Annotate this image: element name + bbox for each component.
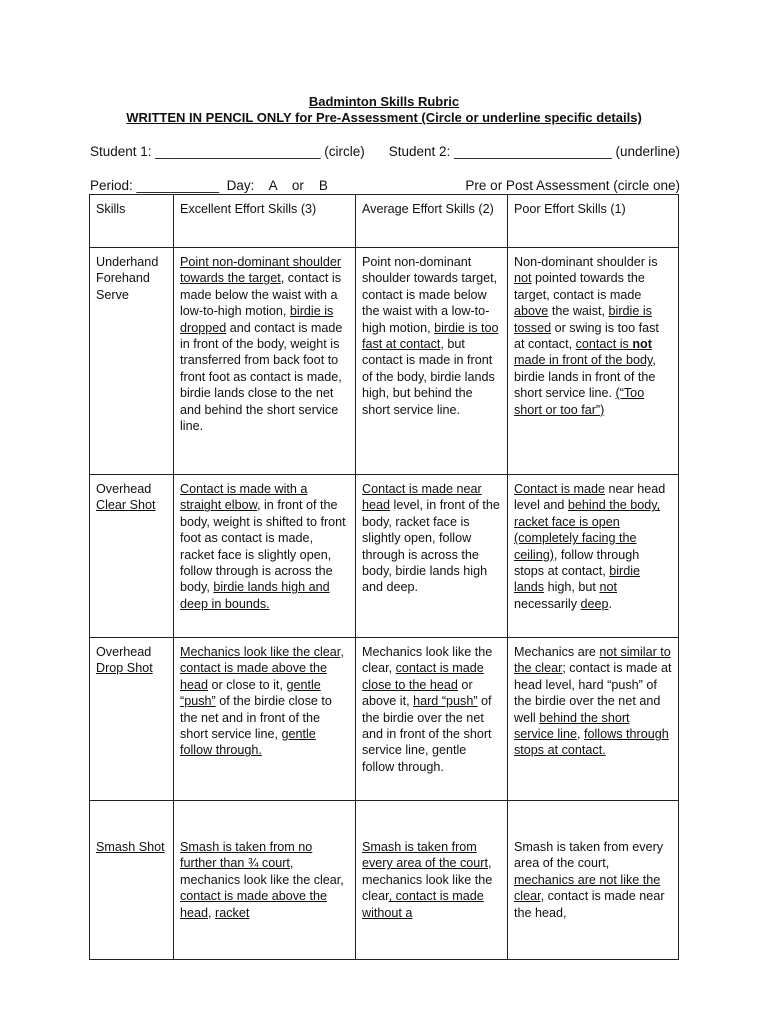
text-run: , [208, 905, 216, 920]
period-line [90, 178, 680, 193]
text-run: the waist, [548, 304, 609, 319]
text-run: or above it, [362, 677, 473, 709]
text-run: or swing is too fast at contact, [514, 320, 659, 352]
text-run: necessarily [514, 596, 581, 611]
excellent-cell [174, 475, 356, 638]
text-run: not similar to the clear [514, 645, 671, 676]
text-run: or close to it, [208, 677, 287, 692]
text-run: , [340, 645, 344, 659]
table-header-row [90, 195, 679, 248]
assessment-field: Pre or Post Assessment (circle one) [465, 178, 680, 193]
text-run: contact is made above the head [180, 661, 328, 692]
average-cell [356, 248, 508, 475]
text-run: mechanics are not like the clear [514, 872, 661, 904]
text-run: not [632, 337, 652, 352]
skill-cell [90, 248, 174, 475]
header-poor: Poor Effort Skills (1) [508, 195, 679, 248]
text-run: level, in front of the body, racket face is slightly open, follow through is across the body, birdie lands high and deep. [362, 498, 500, 595]
header-skills: Skills [90, 195, 174, 248]
poor-cell [508, 248, 679, 475]
average-cell [356, 801, 508, 960]
text-run: not [599, 580, 617, 595]
text-run: birdie lands high and deep in bounds. [180, 580, 330, 611]
text-run: Contact is made near head [362, 482, 482, 513]
table-row-drop-shot [90, 638, 679, 801]
text-run: behind the short service line [514, 710, 630, 742]
text-run: Mechanics look like the clear, [362, 645, 493, 676]
text-run: contact is made above the head [180, 889, 328, 920]
text-run: Overhead [96, 645, 152, 659]
skill-cell [90, 475, 174, 638]
text-run: Clear Shot [96, 498, 156, 513]
text-run: near head level and [514, 482, 666, 513]
text-run: , in front of the body, weight is shifted to front foot as contact is made, racket face is slightly open, follow through is across the body, [180, 498, 346, 595]
text-run: Contact is made with a straight elbow [180, 482, 308, 513]
text-run: , contact is made without a [362, 889, 484, 920]
poor-cell [508, 801, 679, 960]
table-row-smash-shot [90, 801, 679, 960]
text-run: , birdie lands in front of the short service line. [514, 353, 656, 401]
header-average: Average Effort Skills (2) [356, 195, 508, 248]
text-run: made in front of the body [514, 353, 653, 368]
text-run: birdie is too fast at contact [362, 320, 499, 352]
text-run: gentle “push” [180, 677, 321, 709]
rubric-table [89, 194, 679, 960]
text-run: birdie lands [514, 564, 641, 595]
text-run: hard “push” [413, 694, 478, 709]
text-run: Mechanics are [514, 645, 600, 659]
text-run: , contact is made below the waist with a low-to-high motion, [180, 271, 342, 319]
rubric-title: Badminton Skills Rubric [308, 94, 460, 109]
average-cell [356, 475, 508, 638]
text-run: , contact is made near the head, [514, 889, 665, 920]
text-run: birdie is dropped [180, 304, 334, 335]
student-line [90, 144, 680, 159]
text-run: , mechanics look like the clear [362, 856, 493, 904]
text-run: Overhead [96, 482, 152, 496]
skill-cell [90, 638, 174, 801]
text-run: racket [215, 905, 250, 920]
text-run: behind the body, racket face is open (completely facing the ceiling) [514, 498, 661, 562]
text-run: and contact is made in front of the body, weight is transferred from back foot to front foot as contact is made, birdie lands close to the net and behind the short service line. [180, 320, 343, 434]
text-run: Smash is taken from every area of the court, [514, 840, 664, 871]
excellent-cell [174, 801, 356, 960]
text-run: follows through stops at contact. [514, 727, 669, 758]
text-run: Smash is taken from every area of the court [362, 840, 489, 871]
text-run: Drop Shot [96, 661, 153, 676]
text-run: above [514, 304, 549, 319]
text-run: gentle follow through. [180, 727, 316, 758]
text-run: . [608, 596, 613, 611]
header-excellent: Excellent Effort Skills (3) [174, 195, 356, 248]
poor-cell [508, 638, 679, 801]
text-run: Point non-dominant shoulder towards target, contact is made below the waist with a low-to-high motion, [362, 255, 498, 335]
text-run: , mechanics look like the clear, [180, 856, 344, 887]
text-run: deep [580, 596, 609, 611]
text-run: not [514, 271, 532, 286]
text-run: contact is made close to the head [362, 661, 484, 692]
text-run: of the birdie over the net and in front of the short service line, gentle follow through. [362, 694, 492, 774]
text-run: ; contact is made at head level, hard “push” of the birdie over the net and well [514, 661, 672, 725]
student1-field: Student 1: ______________________ (circle) [90, 144, 365, 159]
period-day-field: Period: ___________ Day: A or B [90, 178, 328, 193]
text-run: (“Too short or too far”) [514, 386, 645, 417]
text-run: Point non-dominant shoulder towards the target [180, 255, 342, 286]
skill-cell [90, 801, 174, 960]
text-run: pointed towards the target, contact is made [514, 271, 645, 302]
excellent-cell [174, 248, 356, 475]
text-run: Underhand Forehand Serve [96, 255, 159, 302]
text-run: of the birdie close to the net and in front of the short service line, [180, 694, 332, 742]
poor-cell [508, 475, 679, 638]
average-cell [356, 638, 508, 801]
text-run: birdie is tossed [514, 304, 652, 335]
text-run: Contact is made [514, 482, 605, 496]
text-run: Smash is taken from no further than ¾ court [180, 840, 313, 871]
table-row-clear-shot [90, 475, 679, 638]
text-run: contact is [575, 337, 633, 352]
text-run: Mechanics look like the clear [180, 645, 341, 659]
text-run: , [577, 727, 584, 742]
excellent-cell [174, 638, 356, 801]
student2-field: Student 2: _____________________ (underline) [388, 144, 680, 159]
text-run: Smash Shot [96, 840, 165, 854]
text-run: , follow through stops at contact, [514, 547, 640, 579]
text-run: Non-dominant shoulder is [514, 255, 658, 269]
text-run: high, but [544, 580, 600, 595]
rubric-subtitle: WRITTEN IN PENCIL ONLY for Pre-Assessment (Circle or underline specific details) [126, 110, 642, 125]
text-run: , but contact is made in front of the body, birdie lands high, but behind the short service line. [362, 337, 495, 417]
table-row-underhand-serve [90, 248, 679, 475]
